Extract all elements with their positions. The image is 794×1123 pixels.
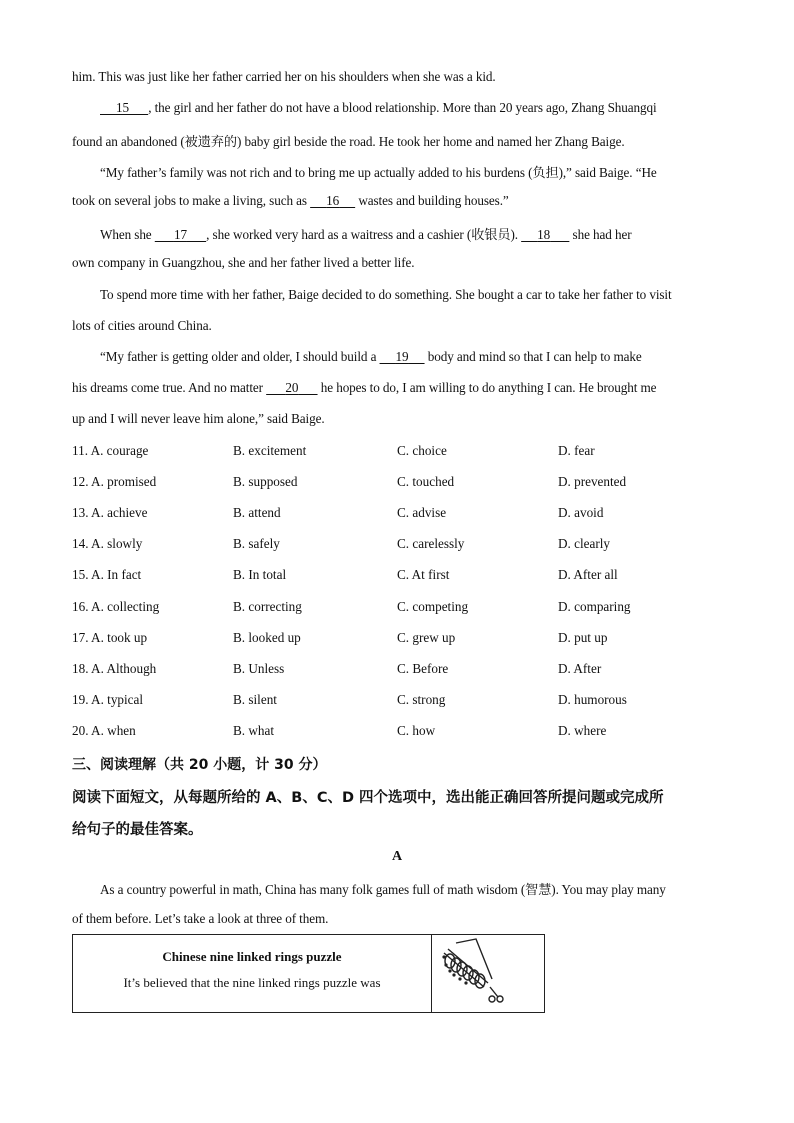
option-a: 11. A. courage: [72, 443, 149, 458]
option-a: 16. A. collecting: [72, 599, 160, 614]
option-a: 19. A. typical: [72, 692, 144, 707]
option-b: B. what: [233, 723, 275, 738]
blank-16: 16: [326, 193, 340, 208]
passage-line: own company in Guangzhou, she and her father lived a better life.: [72, 255, 415, 270]
section-heading: 三、阅读理解（共 20 小题，计 30 分）: [72, 757, 327, 773]
option-c: C. strong: [397, 692, 446, 707]
option-d: D. clearly: [558, 536, 610, 551]
instructions-line: 给句子的最佳答案。: [72, 822, 203, 838]
option-b: B. attend: [233, 505, 281, 520]
option-c: C. Before: [397, 661, 449, 676]
image-cell: [432, 935, 545, 1013]
option-d: D. After all: [558, 567, 618, 582]
option-a: 20. A. when: [72, 723, 136, 738]
passage-line: found an abandoned (被遗弃的) baby girl beside the road. He took her home and named her Zhang Baige.: [72, 134, 625, 149]
nine-linked-rings-puzzle-icon: [432, 935, 544, 1007]
option-a: 12. A. promised: [72, 474, 157, 489]
option-a: 14. A. slowly: [72, 536, 143, 551]
option-d: D. humorous: [558, 692, 627, 707]
passage-line: When she 17 , she worked very hard as a waitress and a cashier (收银员). 18 she had her: [100, 227, 632, 242]
option-c: C. carelessly: [397, 536, 465, 551]
passage-line: “My father is getting older and older, I should build a 19 body and mind so that I can help to make: [100, 349, 642, 364]
passage-line: As a country powerful in math, China has many folk games full of math wisdom (智慧). You may play many: [100, 882, 666, 897]
option-c: C. At first: [397, 567, 450, 582]
option-b: B. correcting: [233, 599, 302, 614]
passage-line: his dreams come true. And no matter 20 he hopes to do, I am willing to do anything I can. He brought me: [72, 380, 657, 395]
info-table: [72, 934, 545, 1013]
option-c: C. choice: [397, 443, 447, 458]
passage-line: him. This was just like her father carried her on his shoulders when she was a kid.: [72, 69, 496, 84]
option-d: D. comparing: [558, 599, 631, 614]
option-b: B. Unless: [233, 661, 285, 676]
passage-line: lots of cities around China.: [72, 318, 212, 333]
option-b: B. looked up: [233, 630, 301, 645]
option-d: D. put up: [558, 630, 608, 645]
option-a: 15. A. In fact: [72, 567, 142, 582]
option-d: D. prevented: [558, 474, 627, 489]
option-b: B. safely: [233, 536, 280, 551]
passage-line: took on several jobs to make a living, such as 16 wastes and building houses.”: [72, 193, 509, 208]
blank-20: 20: [285, 380, 299, 395]
box-title: Chinese nine linked rings puzzle: [162, 949, 342, 964]
option-b: B. silent: [233, 692, 277, 707]
option-d: D. where: [558, 723, 607, 738]
option-a: 17. A. took up: [72, 630, 148, 645]
option-b: B. In total: [233, 567, 287, 582]
passage-line: 15 , the girl and her father do not have a blood relationship. More than 20 years ago, Zhang Shuangqi: [100, 100, 657, 116]
option-c: C. touched: [397, 474, 455, 489]
option-c: C. grew up: [397, 630, 456, 645]
info-cell: [73, 935, 432, 1013]
option-d: D. After: [558, 661, 602, 676]
passage-line: “My father’s family was not rich and to bring me up actually added to his burdens (负担),” said Baige. “He: [100, 165, 657, 180]
box-text: It’s believed that the nine linked rings puzzle was: [123, 975, 381, 990]
blank-17: 17: [173, 227, 187, 242]
passage-line: of them before. Let’s take a look at three of them.: [72, 911, 329, 926]
option-c: C. competing: [397, 599, 469, 614]
blank-19: 19: [395, 349, 409, 364]
passage-line: To spend more time with her father, Baige decided to do something. She bought a car to take her father to visit: [100, 287, 672, 302]
option-d: D. avoid: [558, 505, 604, 520]
option-c: C. how: [397, 723, 436, 738]
option-a: 13. A. achieve: [72, 505, 148, 520]
part-label: A: [391, 849, 403, 864]
option-d: D. fear: [558, 443, 595, 458]
blank-15: 15: [116, 100, 129, 115]
blank-18: 18: [537, 227, 551, 242]
option-b: B. supposed: [233, 474, 298, 489]
instructions-line: 阅读下面短文，从每题所给的 A、B、C、D 四个选项中，选出能正确回答所提问题或完成所: [72, 790, 664, 806]
passage-line: up and I will never leave him alone,” said Baige.: [72, 411, 325, 426]
option-a: 18. A. Although: [72, 661, 157, 676]
option-c: C. advise: [397, 505, 447, 520]
option-b: B. excitement: [233, 443, 307, 458]
